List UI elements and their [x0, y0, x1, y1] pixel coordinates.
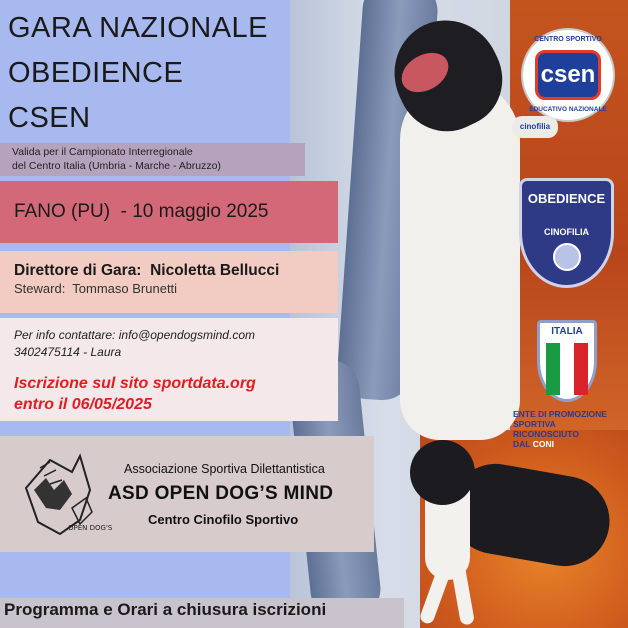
- validity-line-2: del Centro Italia (Umbria - Marche - Abruzzo): [12, 160, 221, 172]
- obedience-emblem-icon: [553, 243, 581, 271]
- organizer-name: ASD OPEN DOG’S MIND: [108, 483, 334, 504]
- italia-shield: [537, 320, 597, 402]
- ente-line-3: RICONOSCIUTO: [513, 429, 579, 439]
- open-dogs-mind-logo: [20, 450, 113, 538]
- italian-flag-icon: [546, 343, 588, 395]
- organizer-subtitle: Centro Cinofilo Sportivo: [148, 512, 299, 527]
- ente-line-2: SPORTIVA: [513, 419, 556, 429]
- dog-body: [400, 80, 520, 440]
- director-text: Direttore di Gara: Nicoletta Bellucci: [14, 262, 280, 279]
- steward-text: Steward: Tommaso Brunetti: [14, 281, 178, 296]
- csen-main-text: csen: [535, 50, 601, 100]
- coni-text: CONI: [532, 439, 554, 449]
- event-place-date: [0, 181, 338, 243]
- title-line-3: CSEN: [8, 102, 91, 134]
- cinofilia-bone-badge: [512, 116, 558, 138]
- obedience-badge: [519, 178, 614, 288]
- italia-text: ITALIA: [551, 326, 583, 337]
- title-line-1: GARA NAZIONALE: [8, 12, 269, 44]
- page-title: [8, 6, 268, 141]
- footer-bar: [0, 598, 404, 628]
- csen-bottom-text: EDUCATIVO NAZIONALE: [529, 106, 607, 113]
- ente-line-4: [513, 439, 628, 449]
- csen-top-text: CENTRO SPORTIVO: [534, 36, 602, 43]
- ente-line-1: ENTE DI PROMOZIONE: [513, 409, 607, 419]
- title-line-2: OBEDIENCE: [8, 57, 184, 89]
- validity-line-1: Valida per il Campionato Interregionale: [12, 146, 193, 158]
- registration-line-2: entro il 06/05/2025: [14, 396, 152, 413]
- coni-recognition-text: [513, 409, 628, 449]
- svg-text:OPEN DOG'S: OPEN DOG'S: [68, 524, 113, 532]
- obedience-badge-title: OBEDIENCE: [527, 191, 606, 206]
- footer-text: Programma e Orari a chiusura iscrizioni: [4, 600, 327, 619]
- csen-logo: [521, 28, 615, 122]
- registration-line-1: Iscrizione sul sito sportdata.org: [14, 375, 256, 392]
- officials-box: [0, 251, 338, 313]
- dog2-head: [410, 440, 475, 505]
- validity-note: [0, 143, 305, 176]
- registration-text: [14, 373, 324, 415]
- obedience-badge-subtitle: CINOFILIA: [544, 227, 589, 237]
- organizer-type: Associazione Sportiva Dilettantistica: [124, 462, 325, 476]
- organizer-box: [0, 436, 374, 552]
- contact-line-1: Per info contattare: info@opendogsmind.com: [14, 328, 255, 342]
- contact-line-2: 3402475114 - Laura: [14, 345, 122, 359]
- info-box: [0, 318, 338, 421]
- ente-line-4a: DAL: [513, 439, 533, 449]
- place-date-text: FANO (PU) - 10 maggio 2025: [14, 201, 269, 222]
- cinofilia-text: cinofilia: [519, 122, 551, 131]
